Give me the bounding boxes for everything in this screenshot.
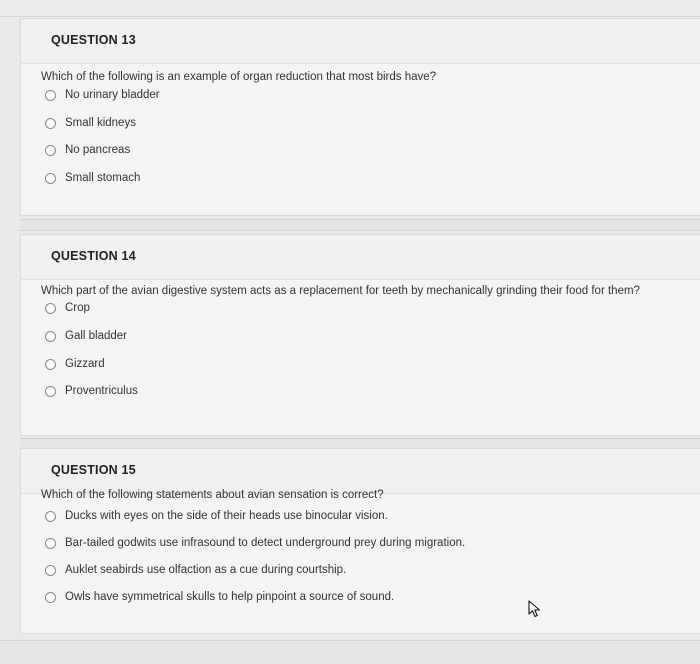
question-13-panel: [20, 18, 700, 216]
answer-label: Gall bladder: [65, 330, 128, 342]
answer-option[interactable]: [45, 358, 105, 370]
question-14-panel: [20, 234, 700, 436]
answer-label: No urinary bladder: [65, 89, 160, 101]
answer-option[interactable]: [45, 385, 138, 397]
answer-option[interactable]: [45, 330, 127, 342]
question-title: QUESTION 14: [51, 249, 136, 263]
radio-button-icon[interactable]: [45, 173, 56, 184]
question-header: [21, 449, 700, 494]
radio-button-icon[interactable]: [45, 145, 56, 156]
radio-button-icon[interactable]: [45, 592, 56, 603]
answer-option[interactable]: [45, 591, 394, 603]
section-divider: [20, 219, 700, 231]
bottom-strip: [0, 640, 700, 664]
answer-option[interactable]: [45, 510, 388, 522]
answer-label: Gizzard: [65, 358, 105, 370]
question-header: [21, 235, 700, 280]
mouse-pointer-icon: [528, 600, 542, 618]
radio-button-icon[interactable]: [45, 118, 56, 129]
radio-button-icon[interactable]: [45, 386, 56, 397]
radio-button-icon[interactable]: [45, 511, 56, 522]
radio-button-icon[interactable]: [45, 331, 56, 342]
answer-option[interactable]: [45, 117, 136, 129]
answer-option[interactable]: [45, 172, 140, 184]
answer-label: Proventriculus: [65, 385, 138, 397]
answer-option[interactable]: [45, 89, 160, 101]
answer-option[interactable]: [45, 564, 346, 576]
answer-label: Owls have symmetrical skulls to help pinpoint a source of sound.: [65, 591, 395, 603]
answer-label: Bar-tailed godwits use infrasound to detect underground prey during migration.: [65, 537, 466, 549]
question-text: Which of the following statements about avian sensation is correct?: [41, 489, 384, 501]
answer-option[interactable]: [45, 537, 465, 549]
radio-button-icon[interactable]: [45, 359, 56, 370]
radio-button-icon[interactable]: [45, 303, 56, 314]
answer-option[interactable]: [45, 144, 130, 156]
radio-button-icon[interactable]: [45, 90, 56, 101]
radio-button-icon[interactable]: [45, 538, 56, 549]
answer-label: Auklet seabirds use olfaction as a cue during courtship.: [65, 564, 347, 576]
radio-button-icon[interactable]: [45, 565, 56, 576]
answer-label: Small stomach: [65, 172, 141, 184]
question-title: QUESTION 15: [51, 463, 136, 477]
answer-label: No pancreas: [65, 144, 131, 156]
answer-label: Small kidneys: [65, 117, 136, 129]
question-text: Which part of the avian digestive system acts as a replacement for teeth by mechanically grinding their food for them?: [41, 285, 640, 297]
top-strip: [0, 0, 700, 17]
question-title: QUESTION 13: [51, 33, 136, 47]
question-15-panel: [20, 448, 700, 634]
answer-option[interactable]: [45, 302, 90, 314]
question-header: [21, 19, 700, 64]
answer-label: Ducks with eyes on the side of their heads use binocular vision.: [65, 510, 388, 522]
question-text: Which of the following is an example of organ reduction that most birds have?: [41, 71, 437, 83]
answer-label: Crop: [65, 302, 90, 314]
